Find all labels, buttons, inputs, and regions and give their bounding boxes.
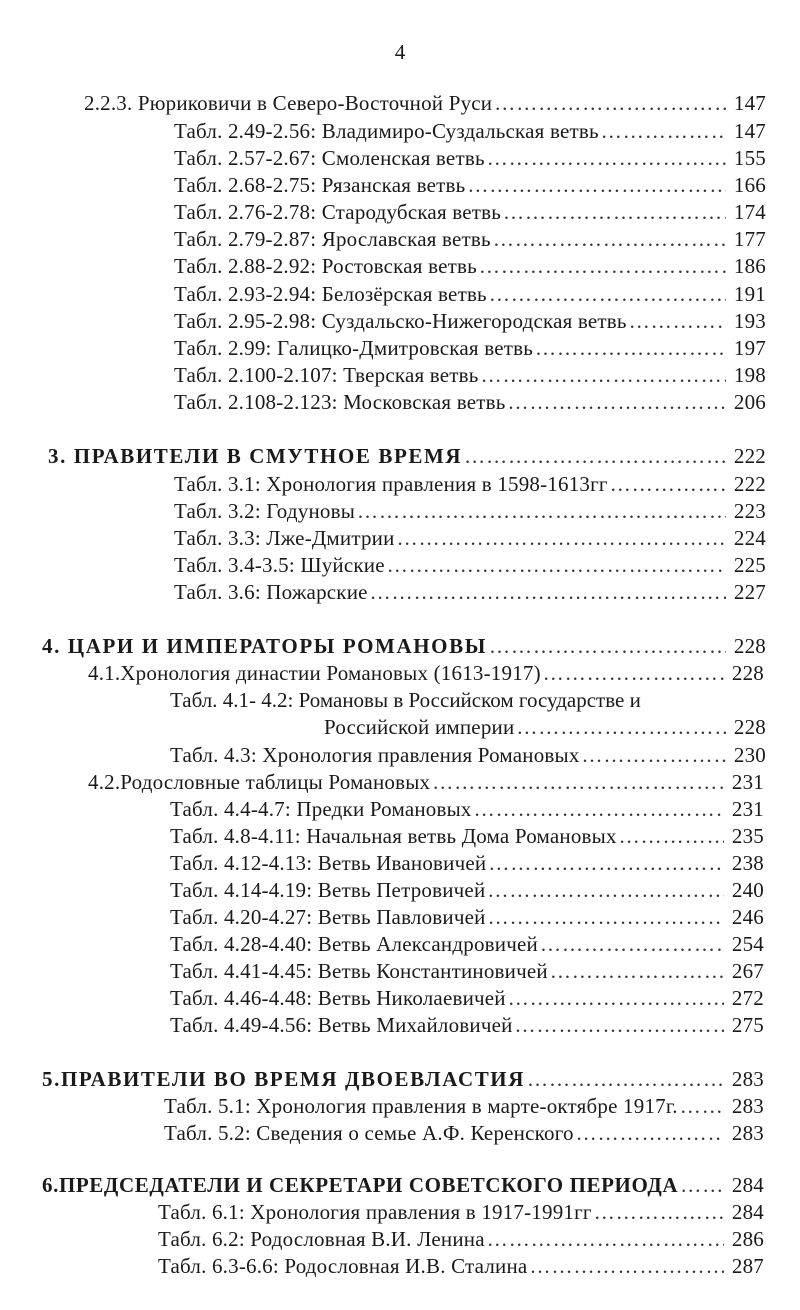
toc-entry-title: Табл. 4.46-4.48: Ветвь Николаевичей — [170, 986, 506, 1010]
leader-dots — [503, 199, 726, 226]
page-number: 4 — [394, 40, 406, 64]
toc-entry — [164, 1120, 764, 1147]
toc-entry-page: 228 — [733, 715, 766, 739]
toc-entry-title: Табл. 4.49-4.56: Ветвь Михайловичей — [170, 1013, 513, 1037]
toc-entry — [174, 498, 766, 525]
leader-dots — [680, 1093, 724, 1120]
toc-entry-page: 283 — [731, 1094, 764, 1118]
toc-section-heading — [42, 1172, 764, 1199]
leader-dots — [479, 253, 726, 280]
toc-entry-page: 231 — [731, 770, 764, 794]
toc-section-heading — [42, 1066, 764, 1093]
toc-entry — [174, 199, 766, 226]
leader-dots — [464, 443, 726, 470]
toc-entry-page: 223 — [733, 499, 766, 523]
toc-entry-title: Табл. 2.99: Галицко-Дмитровская ветвь — [174, 336, 534, 360]
toc-entry — [174, 552, 766, 579]
leader-dots — [489, 281, 726, 308]
leader-dots — [508, 389, 727, 416]
toc-entry-page: 155 — [733, 146, 766, 170]
toc-section-title: 4. ЦАРИ И ИМПЕРАТОРЫ РОМАНОВЫ — [42, 634, 487, 658]
leader-dots — [543, 660, 724, 687]
toc-entry — [174, 253, 766, 280]
toc-entry-page: 177 — [733, 227, 766, 251]
toc-entry-page: 197 — [733, 336, 766, 360]
toc-entry-title: Табл. 3.6: Пожарские — [174, 580, 368, 604]
toc-entry — [170, 850, 764, 877]
toc-entry-page: 147 — [733, 91, 766, 115]
toc-entry — [174, 471, 766, 498]
toc-entry-title: Табл. 6.2: Родословная В.И. Ленина — [158, 1227, 485, 1251]
toc-section-page: 283 — [731, 1067, 764, 1091]
toc-entry-title: 4.1.Хронология династии Романовых (1613-1917) — [88, 661, 541, 685]
toc-entry — [170, 931, 764, 958]
toc-entry-title: Табл. 4.28-4.40: Ветвь Александровичей — [170, 932, 538, 956]
leader-dots — [467, 172, 726, 199]
toc-entry — [170, 1012, 764, 1039]
leader-dots — [540, 931, 724, 958]
toc-entry-title: 4.2.Родословные таблицы Романовых — [88, 770, 431, 794]
toc-entry-page: 147 — [733, 119, 766, 143]
toc-entry — [174, 281, 766, 308]
toc-entry — [84, 90, 766, 117]
leader-dots — [515, 1012, 724, 1039]
toc-entry-page: 238 — [731, 851, 764, 875]
toc-entry — [170, 823, 764, 850]
leader-dots — [601, 118, 726, 145]
toc-entry-page: 240 — [731, 878, 764, 902]
leader-dots — [487, 145, 726, 172]
toc-entry-page: 286 — [731, 1227, 764, 1251]
leader-dots — [488, 850, 724, 877]
toc-entry-page: 230 — [733, 743, 766, 767]
toc-entry-title: Табл. 4.8-4.11: Начальная ветвь Дома Романовых — [170, 824, 617, 848]
toc-entry-page: 283 — [731, 1121, 764, 1145]
toc-entry — [158, 1226, 764, 1253]
toc-entry-title: Российской империи — [324, 715, 515, 739]
toc-entry-title: Табл. 5.1: Хронология правления в марте-октябре 1917г. — [164, 1094, 678, 1118]
toc-entry-title: Табл. 4.12-4.13: Ветвь Ивановичей — [170, 851, 487, 875]
toc-entry — [174, 145, 766, 172]
leader-dots — [489, 633, 726, 660]
toc-section-title: 6.ПРЕДСЕДАТЕЛИ И СЕКРЕТАРИ СОВЕТСКОГО ПЕРИОДА — [42, 1173, 679, 1197]
toc-section-page: 228 — [733, 634, 766, 658]
toc-section-page: 284 — [731, 1173, 764, 1197]
toc-entry-page: 227 — [733, 580, 766, 604]
leader-dots — [576, 1120, 724, 1147]
toc-entry-title: Табл. 2.93-2.94: Белозёрская ветвь — [174, 282, 487, 306]
leader-dots — [529, 1253, 724, 1280]
toc-entry-title: Табл. 2.79-2.87: Ярославская ветвь — [174, 227, 491, 251]
toc-entry — [174, 389, 766, 416]
toc-entry-page: 206 — [733, 390, 766, 414]
toc-entry-page: 186 — [733, 254, 766, 278]
leader-dots — [488, 904, 724, 931]
toc-entry-page: 231 — [731, 797, 764, 821]
leader-dots — [357, 498, 726, 525]
toc-entry-page: 275 — [731, 1013, 764, 1037]
toc-entry-title: Табл. 3.1: Хронология правления в 1598-1613гг — [174, 472, 608, 496]
toc-entry-title-line1: Табл. 4.1- 4.2: Романовы в Российском государстве и — [170, 688, 641, 712]
toc-entry — [174, 226, 766, 253]
leader-dots — [487, 1226, 724, 1253]
toc-entry — [158, 1253, 764, 1280]
toc-entry-title: Табл. 2.100-2.107: Тверская ветвь — [174, 363, 479, 387]
toc-entry-page: 287 — [731, 1254, 764, 1278]
toc-entry-page: 174 — [733, 200, 766, 224]
toc-entry — [174, 118, 766, 145]
toc-entry-title: Табл. 4.20-4.27: Ветвь Павловичей — [170, 905, 486, 929]
toc-entry-title: Табл. 2.68-2.75: Рязанская ветвь — [174, 173, 466, 197]
toc-entry — [88, 660, 764, 687]
toc-entry — [174, 335, 766, 362]
toc-entry-title: Табл. 2.76-2.78: Стародубская ветвь — [174, 200, 502, 224]
toc-entry — [88, 769, 764, 796]
toc-entry — [158, 1199, 764, 1226]
toc-entry-page: 198 — [733, 363, 766, 387]
toc-entry — [170, 958, 764, 985]
toc-entry-title: Табл. 3.4-3.5: Шуйские — [174, 553, 385, 577]
leader-dots — [494, 90, 726, 117]
toc-section-heading — [48, 443, 766, 470]
toc-entry-page: 222 — [733, 472, 766, 496]
leader-dots — [370, 579, 726, 606]
toc-entry-title: Табл. 2.88-2.92: Ростовская ветвь — [174, 254, 477, 278]
leader-dots — [629, 308, 726, 335]
toc-entry-page: 224 — [733, 526, 766, 550]
toc-entry-title: Табл. 2.49-2.56: Владимиро-Суздальская ветвь — [174, 119, 599, 143]
toc-entry-title: Табл. 2.95-2.98: Суздальско-Нижегородская ветвь — [174, 309, 627, 333]
toc-entry-title: Табл. 4.41-4.45: Ветвь Константиновичей — [170, 959, 548, 983]
toc-entry — [170, 796, 764, 823]
toc-entry — [170, 742, 766, 769]
leader-dots — [516, 714, 726, 741]
toc-entry-title: Табл. 2.108-2.123: Московская ветвь — [174, 390, 506, 414]
toc-section-page: 222 — [733, 444, 766, 468]
leader-dots — [432, 769, 724, 796]
leader-dots — [493, 226, 726, 253]
toc-entry — [324, 714, 766, 741]
leader-dots — [550, 958, 724, 985]
toc-entry-page: 284 — [731, 1200, 764, 1224]
toc-entry — [174, 172, 766, 199]
leader-dots — [610, 471, 726, 498]
toc-entry-title: Табл. 4.14-4.19: Ветвь Петровичей — [170, 878, 486, 902]
leader-dots — [680, 1172, 724, 1199]
toc-entry-title: Табл. 3.2: Годуновы — [174, 499, 356, 523]
toc-entry-title: 2.2.3. Рюриковичи в Северо-Восточной Руси — [84, 91, 493, 115]
toc-entry-page: 246 — [731, 905, 764, 929]
leader-dots — [474, 796, 724, 823]
toc-entry — [164, 1093, 764, 1120]
leader-dots — [594, 1199, 724, 1226]
leader-dots — [619, 823, 724, 850]
leader-dots — [582, 742, 726, 769]
toc-entry — [170, 904, 764, 931]
leader-dots — [387, 552, 726, 579]
toc-section-title: 3. ПРАВИТЕЛИ В СМУТНОЕ ВРЕМЯ — [48, 444, 463, 468]
toc-entry-title: Табл. 4.4-4.7: Предки Романовых — [170, 797, 472, 821]
toc-entry-page: 191 — [733, 282, 766, 306]
leader-dots — [508, 985, 724, 1012]
toc-entry-page: 193 — [733, 309, 766, 333]
toc-section-title: 5.ПРАВИТЕЛИ ВО ВРЕМЯ ДВОЕВЛАСТИЯ — [42, 1067, 526, 1091]
toc-entry-page: 225 — [733, 553, 766, 577]
toc-entry-page: 228 — [731, 661, 764, 685]
toc-entry — [170, 985, 764, 1012]
toc-entry — [170, 877, 764, 904]
toc-entry-page: 272 — [731, 986, 764, 1010]
leader-dots — [487, 877, 724, 904]
leader-dots — [397, 525, 726, 552]
toc-entry — [174, 362, 766, 389]
toc-entry — [174, 525, 766, 552]
toc-entry-title: Табл. 6.3-6.6: Родословная И.В. Сталина — [158, 1254, 528, 1278]
toc-entry — [174, 579, 766, 606]
toc-entry-title: Табл. 2.57-2.67: Смоленская ветвь — [174, 146, 485, 170]
toc-entry-page: 267 — [731, 959, 764, 983]
toc-entry-page: 254 — [731, 932, 764, 956]
toc-entry-page: 166 — [733, 173, 766, 197]
leader-dots — [481, 362, 726, 389]
toc-entry-title: Табл. 3.3: Лже-Дмитрии — [174, 526, 395, 550]
toc-section-heading — [42, 633, 766, 660]
toc-entry-page: 235 — [731, 824, 764, 848]
toc-entry-title: Табл. 5.2: Сведения о семье А.Ф. Керенского — [164, 1121, 574, 1145]
toc-entry — [174, 308, 766, 335]
toc-entry-title: Табл. 6.1: Хронология правления в 1917-1991гг — [158, 1200, 592, 1224]
leader-dots — [527, 1066, 724, 1093]
leader-dots — [535, 335, 726, 362]
toc-entry-title: Табл. 4.3: Хронология правления Романовых — [170, 743, 580, 767]
